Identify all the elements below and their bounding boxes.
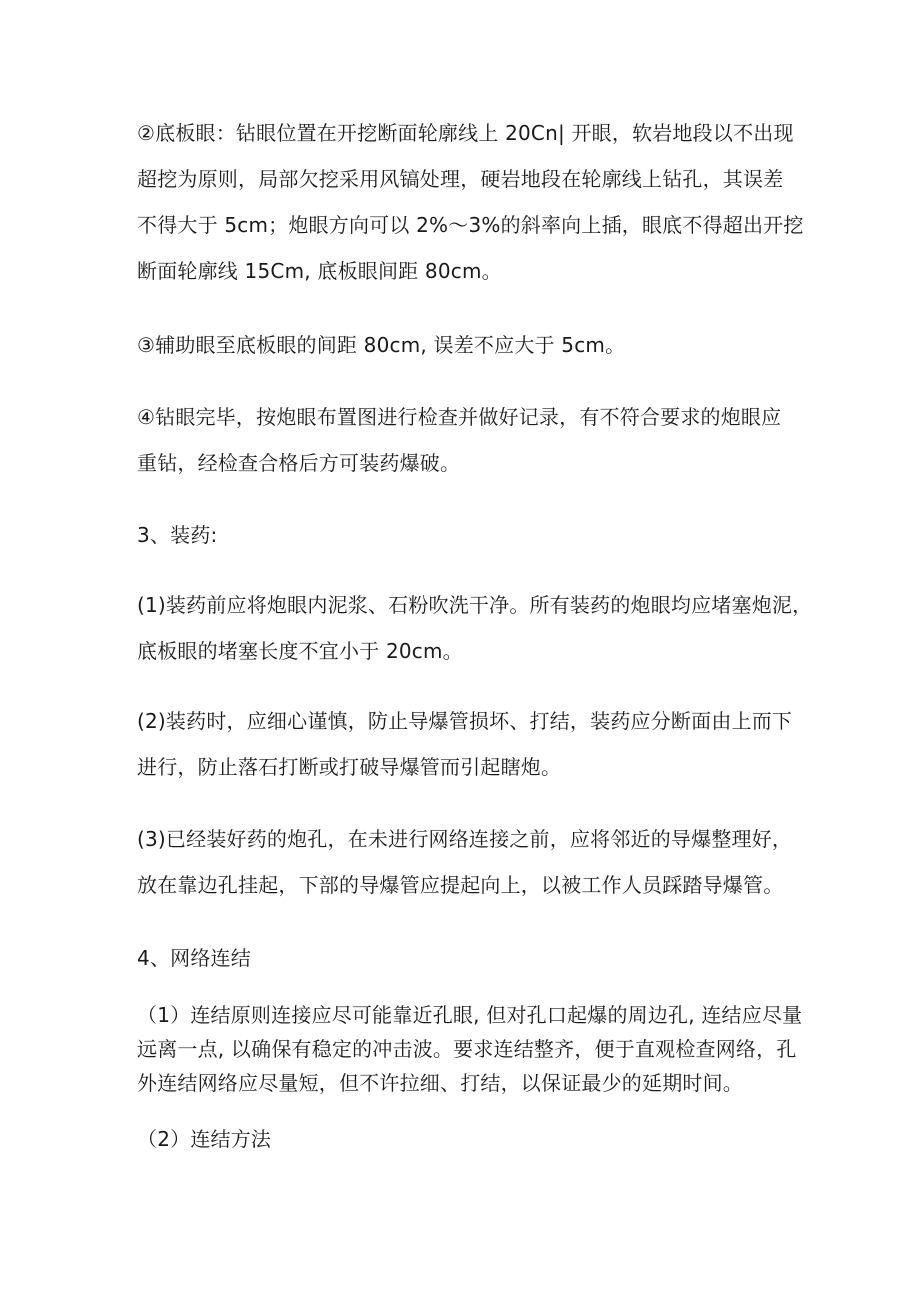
paragraph-bottom-holes bbox=[137, 110, 804, 294]
section-heading-charging bbox=[137, 512, 797, 558]
paragraph-auxiliary-holes bbox=[137, 322, 797, 368]
text-line: (2)装药时，应细心谨慎，防止导爆管损坏、打结，装药应分断面由上而下 bbox=[137, 709, 793, 733]
text-line: 外连结网络应尽量短，但不许拉细、打结，以保证最少的延期时间。 bbox=[137, 1071, 743, 1095]
text-line: （2）连结方法 bbox=[137, 1127, 272, 1151]
text-line: (3)已经装好药的炮孔，在未进行网络连接之前，应将邻近的导爆整理好， bbox=[137, 827, 793, 851]
text-line: (1)装药前应将炮眼内泥浆、石粉吹洗干净。所有装药的炮眼均应堵塞炮泥， bbox=[137, 593, 813, 617]
section-heading: 3、装药: bbox=[137, 523, 218, 547]
text-line: 远离一点, 以确保有稳定的冲击波。要求连结整齐，便于直观检查网络，孔 bbox=[137, 1037, 797, 1061]
text-line: ②底板眼：钻眼位置在开挖断面轮廓线上 20Cn| 开眼，软岩地段以不出现 bbox=[137, 121, 794, 145]
text-line: （1）连结原则连接应尽可能靠近孔眼, 但对孔口起爆的周边孔, 连结应尽量 bbox=[137, 1003, 803, 1027]
text-line: 底板眼的堵塞长度不宜小于 20cm。 bbox=[137, 639, 463, 663]
text-line: ③辅助眼至底板眼的间距 80cm, 误差不应大于 5cm。 bbox=[137, 333, 626, 357]
text-line: 进行，防止落石打断或打破导爆管而引起瞎炮。 bbox=[137, 755, 562, 779]
text-line: 超挖为原则，局部欠挖采用风镐处理，硬岩地段在轮廓线上钻孔，其误差 bbox=[137, 167, 784, 191]
text-line: ④钻眼完毕，按炮眼布置图进行检查并做好记录，有不符合要求的炮眼应 bbox=[137, 405, 782, 429]
text-line: 重钻，经检查合格后方可装药爆破。 bbox=[137, 451, 461, 475]
paragraph-network-method bbox=[137, 1116, 797, 1162]
paragraph-charging-1 bbox=[137, 582, 813, 674]
text-line: 放在靠边孔挂起，下部的导爆管应提起向上，以被工作人员踩踏导爆管。 bbox=[137, 873, 784, 897]
text-line: 断面轮廓线 15Cm, 底板眼间距 80cm。 bbox=[137, 259, 502, 283]
paragraph-drilling-complete bbox=[137, 394, 797, 486]
paragraph-charging-2 bbox=[137, 698, 797, 790]
text-line: 不得大于 5cm；炮眼方向可以 2%～3%的斜率向上插，眼底不得超出开挖 bbox=[137, 213, 804, 237]
section-heading: 4、网络连结 bbox=[137, 946, 251, 970]
paragraph-network-principle bbox=[137, 998, 803, 1100]
section-heading-network bbox=[137, 935, 797, 981]
paragraph-charging-3 bbox=[137, 816, 797, 908]
